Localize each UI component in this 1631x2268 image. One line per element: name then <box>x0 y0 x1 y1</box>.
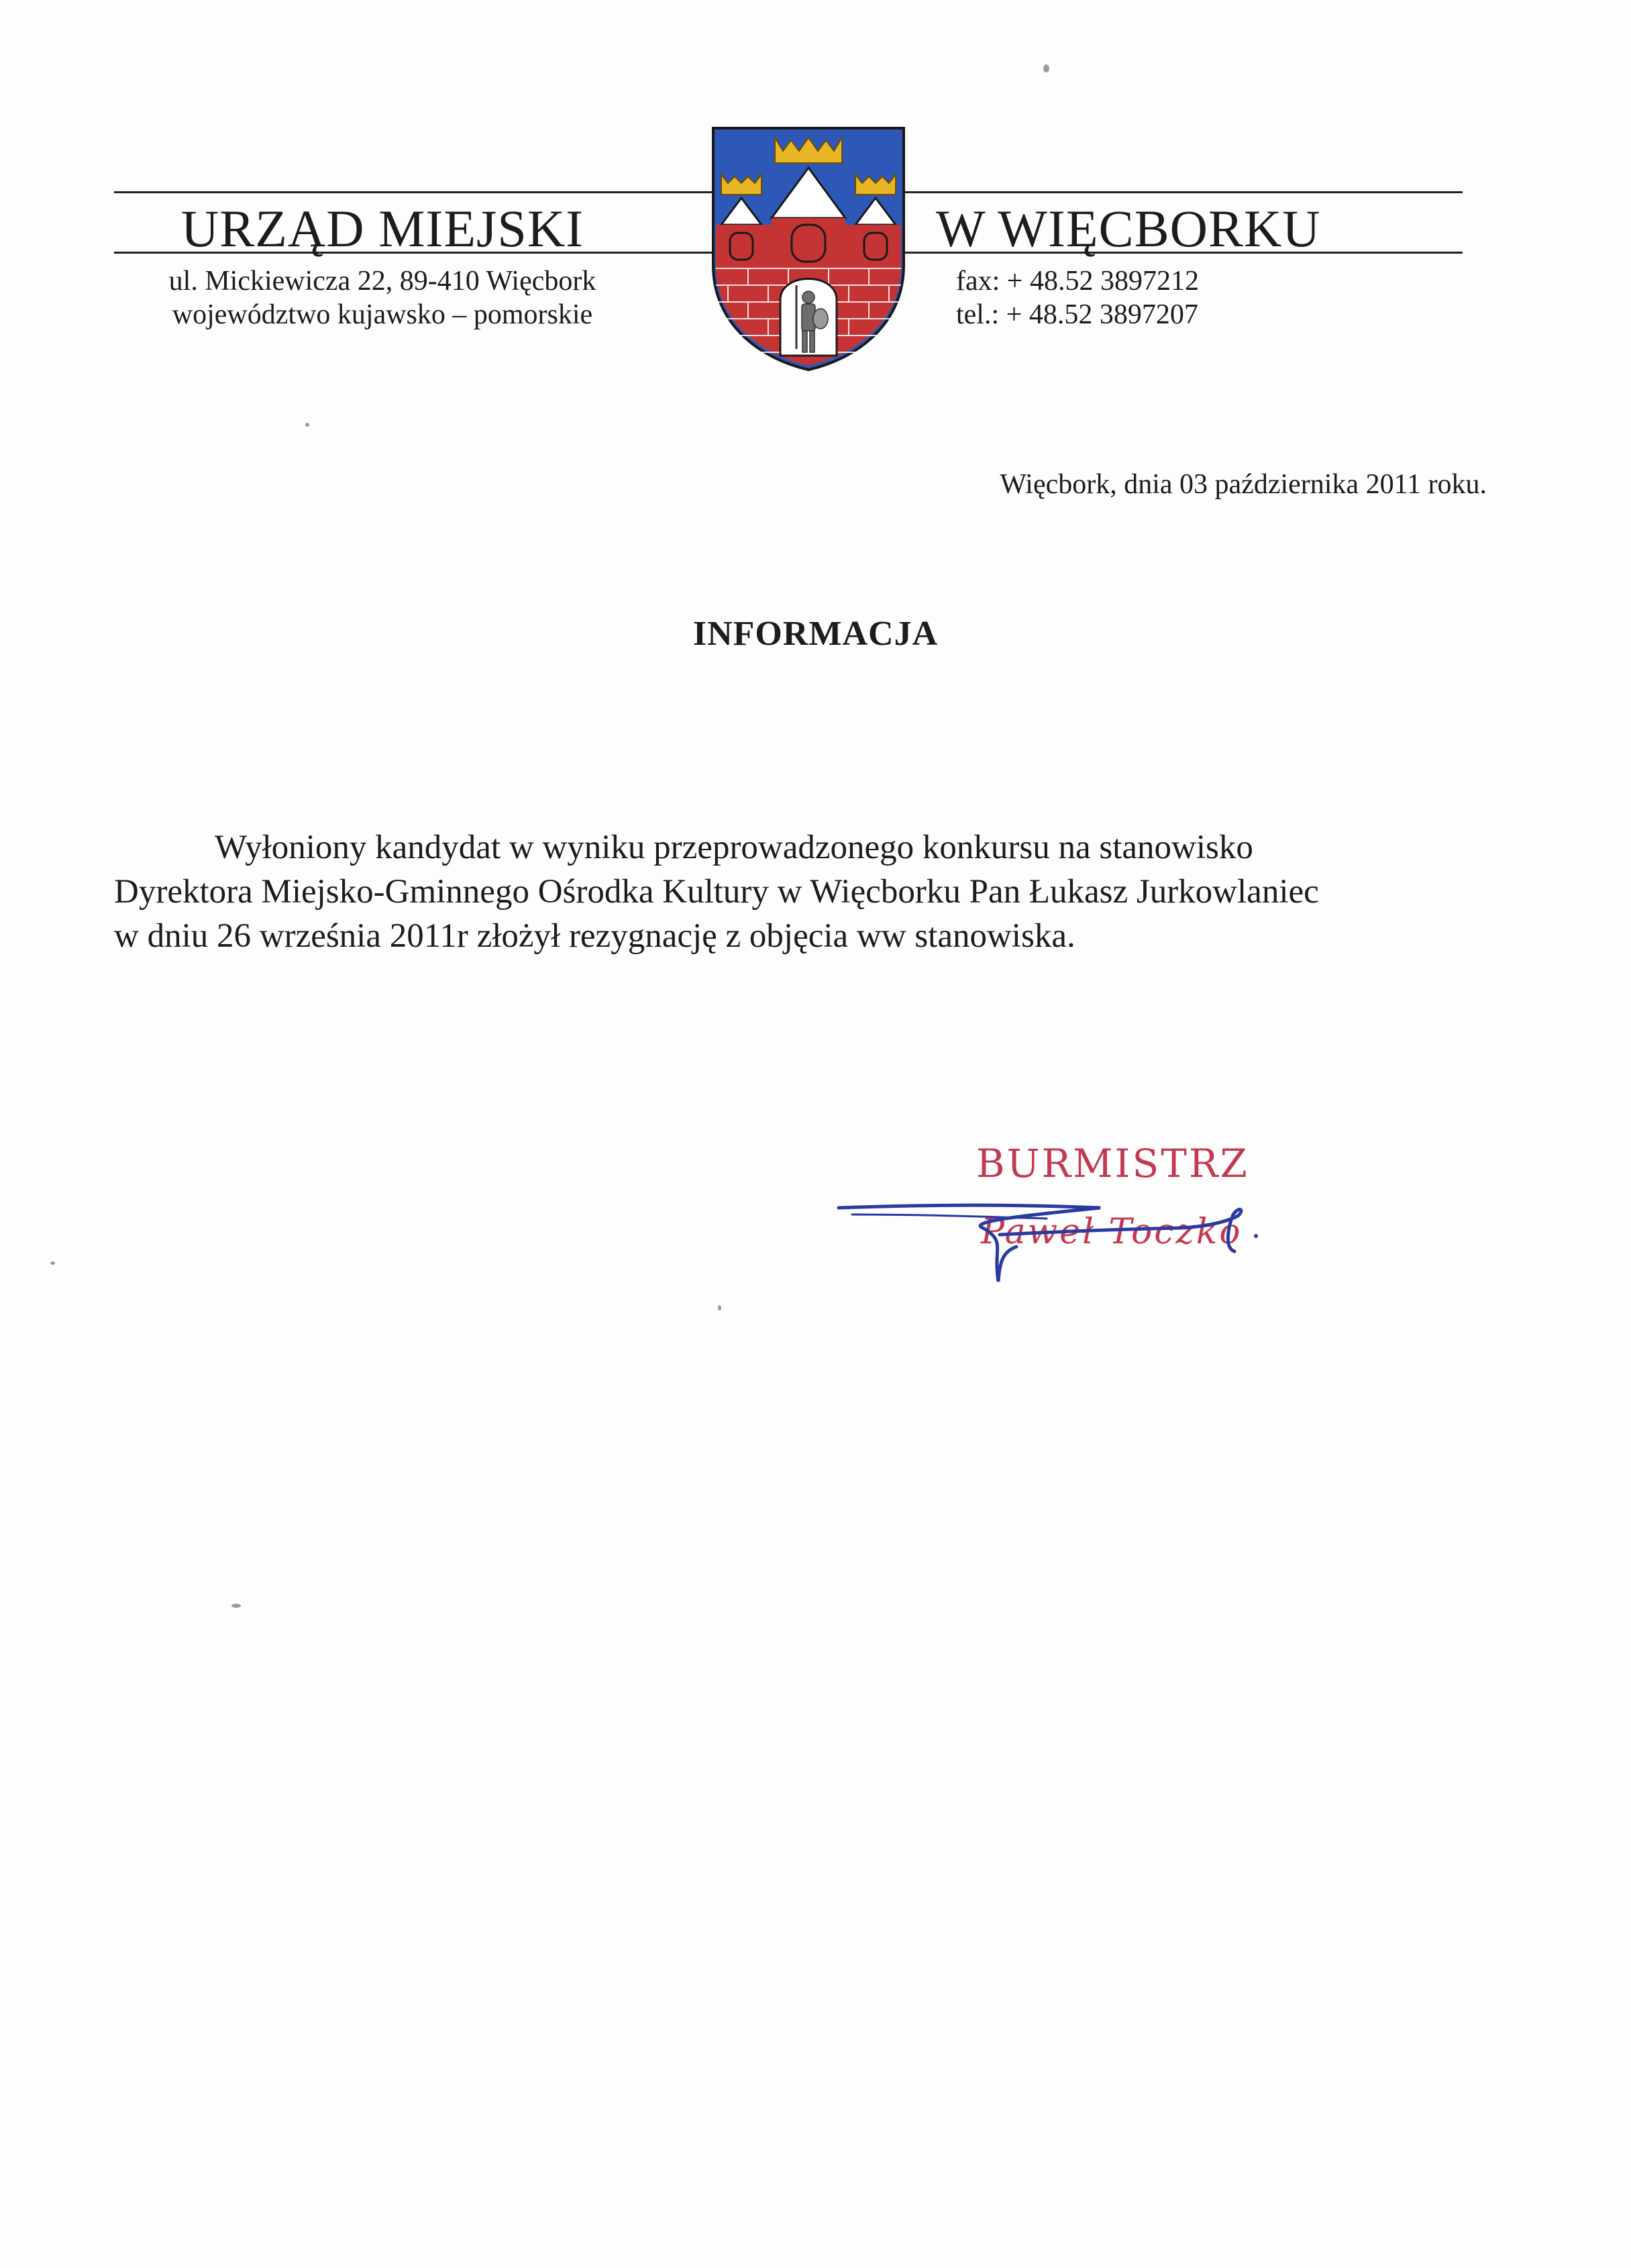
body-line-3: w dniu 26 września 2011r złożył rezygnację z objęcia ww stanowiska. <box>114 917 1075 955</box>
contact-block <box>929 264 1399 331</box>
address-block <box>107 264 657 331</box>
scan-speck <box>1043 64 1049 72</box>
header-right-block <box>929 201 1399 331</box>
address-street: ul. Mickiewicza 22, 89-410 Więcbork <box>168 266 596 297</box>
scan-speck <box>50 1261 55 1265</box>
handwritten-signature-icon <box>832 1188 1302 1295</box>
stamp-name: Paweł Toczko <box>981 1212 1243 1252</box>
body-line-2: Dyrektora Miejsko-Gminnego Ośrodka Kultury w Więcborku Pan Łukasz Jurkowlaniec <box>114 873 1319 911</box>
scan-speck <box>718 1305 721 1310</box>
office-name-right: W WIĘCBORKU <box>936 199 1321 258</box>
coat-of-arms-icon <box>708 124 909 372</box>
header-left-block <box>107 201 657 331</box>
phone-number: tel.: + 48.52 3897207 <box>956 299 1198 330</box>
address-region: województwo kujawsko – pomorskie <box>172 299 593 330</box>
body-paragraph <box>114 825 1483 958</box>
fax-number: fax: + 48.52 3897212 <box>956 266 1199 297</box>
scan-speck <box>231 1604 241 1608</box>
document-date: Więcbork, dnia 03 października 2011 roku. <box>1000 469 1487 500</box>
scan-speck <box>305 423 309 427</box>
office-name-left: URZĄD MIEJSKI <box>180 199 584 258</box>
stamp-title: BURMISTRZ <box>976 1141 1249 1186</box>
document-title: INFORMACJA <box>692 615 939 653</box>
body-line-1: Wyłoniony kandydat w wyniku przeprowadzonego konkursu na stanowisko <box>215 829 1253 866</box>
